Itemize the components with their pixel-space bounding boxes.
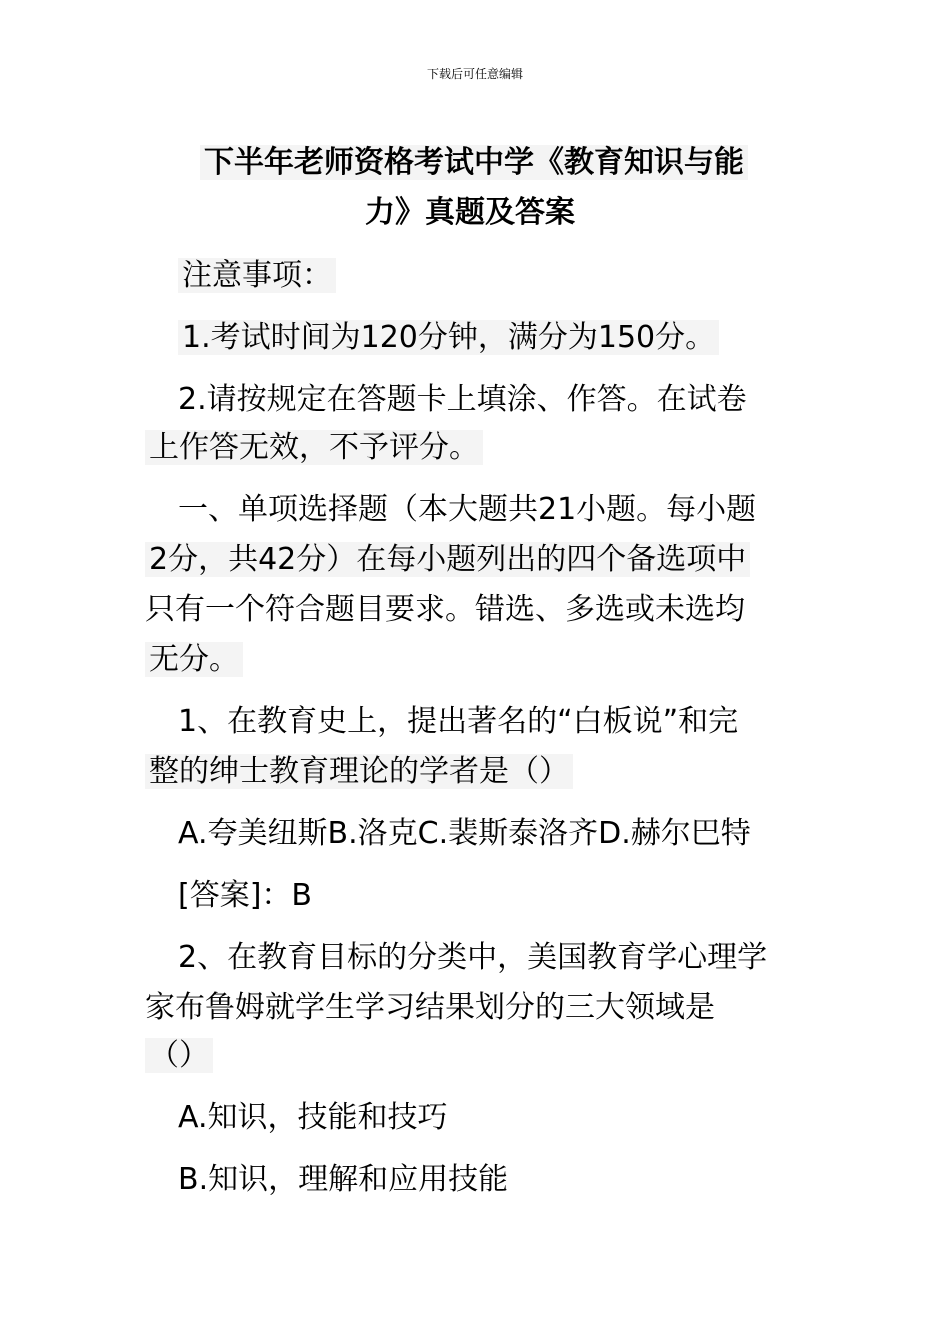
notice-heading bbox=[178, 258, 336, 294]
question-1-options bbox=[178, 816, 751, 852]
question-1-options-text: A.夸美纽斯B.洛克C.裴斯泰洛齐D.赫尔巴特 bbox=[178, 816, 751, 851]
document-title-line-2 bbox=[365, 195, 950, 231]
header-note: 下载后可任意编辑 bbox=[426, 67, 523, 81]
section-1-line-4 bbox=[145, 642, 243, 678]
section-1-text-2: 2分，共42分）在每小题列出的四个备选项中 bbox=[145, 542, 750, 577]
section-1-line-3 bbox=[145, 592, 745, 628]
question-1-line-1 bbox=[178, 704, 738, 740]
question-2-option-a-text: A.知识，技能和技巧 bbox=[178, 1100, 448, 1135]
question-1-line-2 bbox=[145, 754, 573, 790]
notice-item-2-text-2: 上作答无效，不予评分。 bbox=[145, 430, 483, 465]
question-1-text-1: 1、在教育史上，提出著名的“白板说”和完 bbox=[178, 704, 739, 739]
question-2-option-a bbox=[178, 1100, 448, 1136]
section-1-line-1 bbox=[178, 492, 756, 528]
notice-item-1 bbox=[178, 320, 719, 356]
question-2-text-2: 家布鲁姆就学生学习结果划分的三大领域是 bbox=[145, 990, 715, 1025]
notice-heading-text: 注意事项： bbox=[178, 258, 336, 293]
notice-item-2-line-1 bbox=[178, 382, 747, 418]
question-2-option-b bbox=[178, 1162, 508, 1198]
document-title-line-1 bbox=[200, 145, 820, 181]
question-1-answer-text: [答案]：B bbox=[178, 878, 312, 913]
notice-item-2-line-2 bbox=[145, 430, 483, 466]
question-2-line-1 bbox=[178, 940, 767, 976]
question-2-line-3 bbox=[145, 1038, 213, 1074]
section-1-text-3: 只有一个符合题目要求。错选、多选或未选均 bbox=[145, 592, 745, 627]
question-2-option-b-text: B.知识，理解和应用技能 bbox=[178, 1162, 509, 1197]
section-1-text-1: 一、单项选择题（本大题共21小题。每小题 bbox=[178, 492, 757, 527]
question-2-text-3: （） bbox=[145, 1038, 213, 1073]
question-2-text-1: 2、在教育目标的分类中，美国教育学心理学 bbox=[178, 940, 768, 975]
notice-item-1-text: 1.考试时间为120分钟，满分为150分。 bbox=[178, 320, 719, 355]
notice-item-2-text-1: 2.请按规定在答题卡上填涂、作答。在试卷 bbox=[178, 382, 747, 417]
title-text-1: 下半年老师资格考试中学《教育知识与能 bbox=[200, 145, 748, 180]
question-2-line-2 bbox=[145, 990, 715, 1026]
section-1-line-2 bbox=[145, 542, 750, 578]
section-1-text-4: 无分。 bbox=[145, 642, 243, 677]
title-text-2: 力》真题及答案 bbox=[365, 195, 575, 230]
question-1-answer bbox=[178, 878, 312, 914]
question-1-text-2: 整的绅士教育理论的学者是（） bbox=[145, 754, 573, 789]
